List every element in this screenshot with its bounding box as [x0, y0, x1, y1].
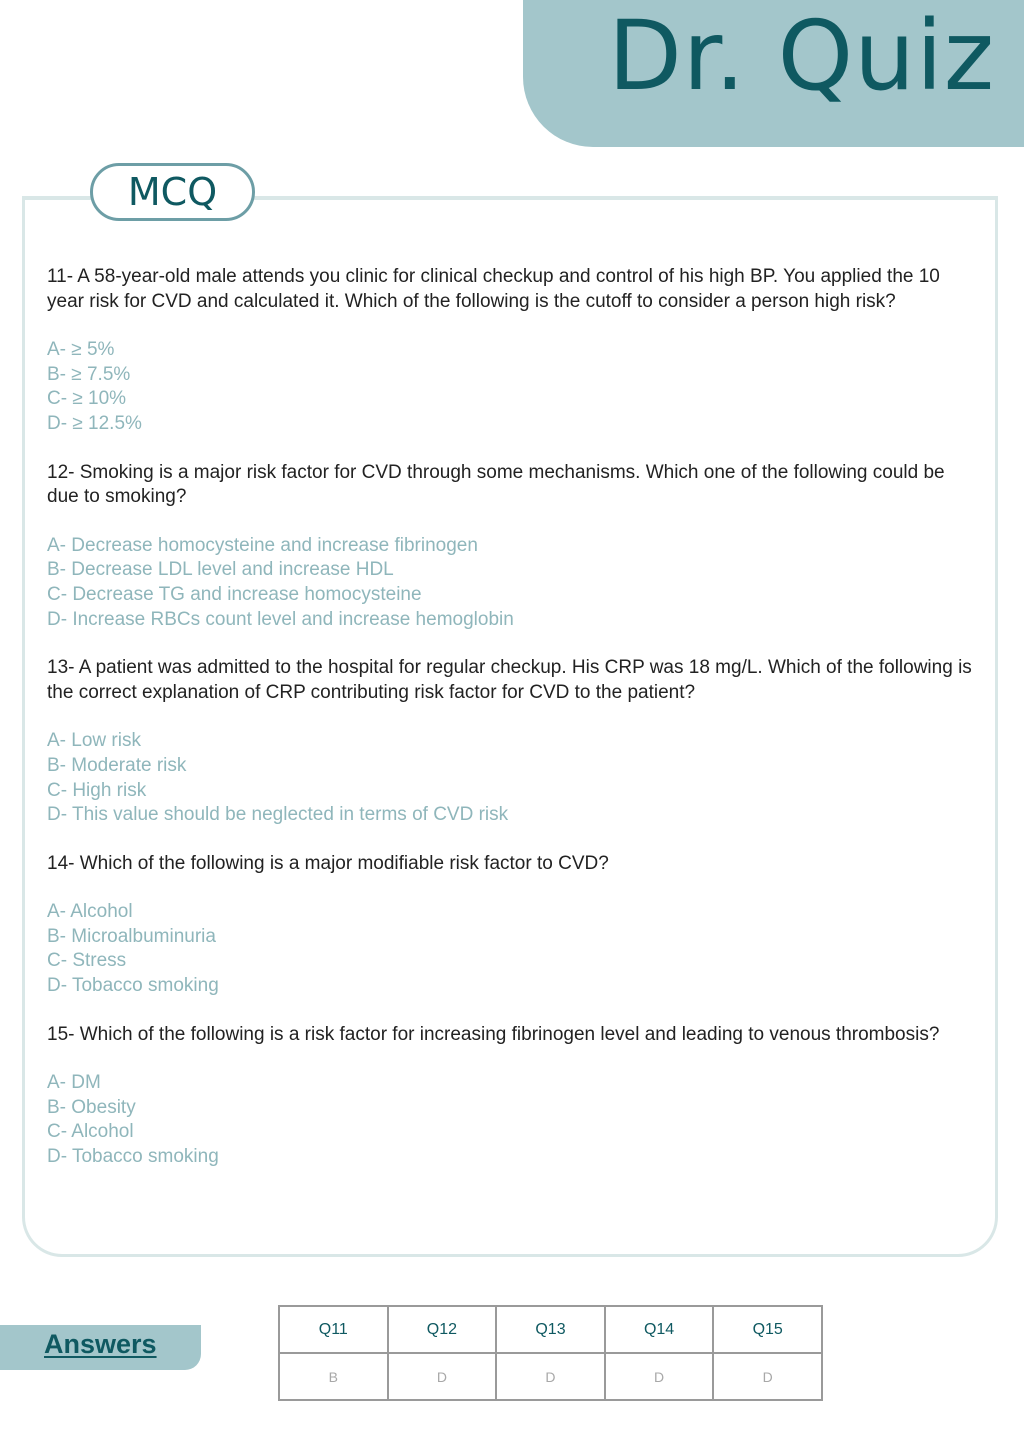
question-15 [47, 1023, 972, 1170]
section-label: MCQ [90, 163, 255, 221]
option-c: C- ≥ 10% [47, 388, 127, 410]
option-b: B- Microalbuminuria [47, 925, 216, 947]
option-c: C- High risk [47, 779, 147, 801]
question-text: 12- Smoking is a major risk factor for CVD through some mechanisms. Which one of the following could be due to smoking? [47, 461, 945, 508]
option-b: B- Moderate risk [47, 754, 187, 776]
option-d: D- Tobacco smoking [47, 975, 219, 997]
option-d: D- Increase RBCs count level and increase hemoglobin [47, 608, 514, 630]
question-text: 15- Which of the following is a risk factor for increasing fibrinogen level and leading to venous thrombosis? [47, 1023, 940, 1045]
option-b: B- Obesity [47, 1096, 136, 1118]
option-b: B- Decrease LDL level and increase HDL [47, 559, 394, 581]
answer-header-q12: Q12 [388, 1306, 497, 1353]
question-14 [47, 852, 972, 999]
option-list [47, 1071, 972, 1169]
option-a: A- Low risk [47, 730, 141, 752]
question-13 [47, 656, 972, 828]
answer-header-q11: Q11 [279, 1306, 388, 1353]
option-d: D- ≥ 12.5% [47, 412, 142, 434]
option-list [47, 900, 972, 998]
option-a: A- DM [47, 1072, 101, 1094]
answer-header-row [279, 1306, 822, 1353]
brand-title: Dr. Quiz [608, 0, 996, 112]
option-c: C- Stress [47, 950, 127, 972]
option-list [47, 338, 972, 436]
answer-value-q12: D [388, 1353, 497, 1400]
option-a: A- ≥ 5% [47, 339, 115, 361]
answer-value-row [279, 1353, 822, 1400]
question-text: 14- Which of the following is a major modifiable risk factor to CVD? [47, 852, 609, 874]
option-a: A- Alcohol [47, 901, 133, 923]
question-12 [47, 461, 972, 633]
option-list [47, 729, 972, 827]
question-text: 13- A patient was admitted to the hospital for regular checkup. His CRP was 18 mg/L. Which of the following is the correct explanation of CRP contributing risk factor for CVD to the patient? [47, 657, 972, 703]
answer-value-q13: D [496, 1353, 605, 1400]
answers-label: Answers [44, 1329, 157, 1359]
answer-header-q13: Q13 [496, 1306, 605, 1353]
answer-value-q11: B [279, 1353, 388, 1400]
option-c: C- Alcohol [47, 1121, 134, 1143]
answer-header-q14: Q14 [605, 1306, 714, 1353]
question-list [47, 265, 972, 1194]
question-11 [47, 265, 972, 437]
option-d: D- This value should be neglected in terms of CVD risk [47, 804, 509, 826]
answer-value-q15: D [713, 1353, 822, 1400]
option-c: C- Decrease TG and increase homocysteine [47, 583, 422, 605]
option-d: D- Tobacco smoking [47, 1146, 219, 1168]
question-text: 11- A 58-year-old male attends you clinic for clinical checkup and control of his high BP. You applied the 10 year risk for CVD and calculated it. Which of the following is the cutoff to consider a person high risk? [47, 266, 940, 312]
answer-table [278, 1305, 823, 1401]
answer-value-q14: D [605, 1353, 714, 1400]
option-b: B- ≥ 7.5% [47, 363, 131, 385]
option-list [47, 534, 972, 632]
answer-header-q15: Q15 [713, 1306, 822, 1353]
option-a: A- Decrease homocysteine and increase fibrinogen [47, 534, 478, 556]
